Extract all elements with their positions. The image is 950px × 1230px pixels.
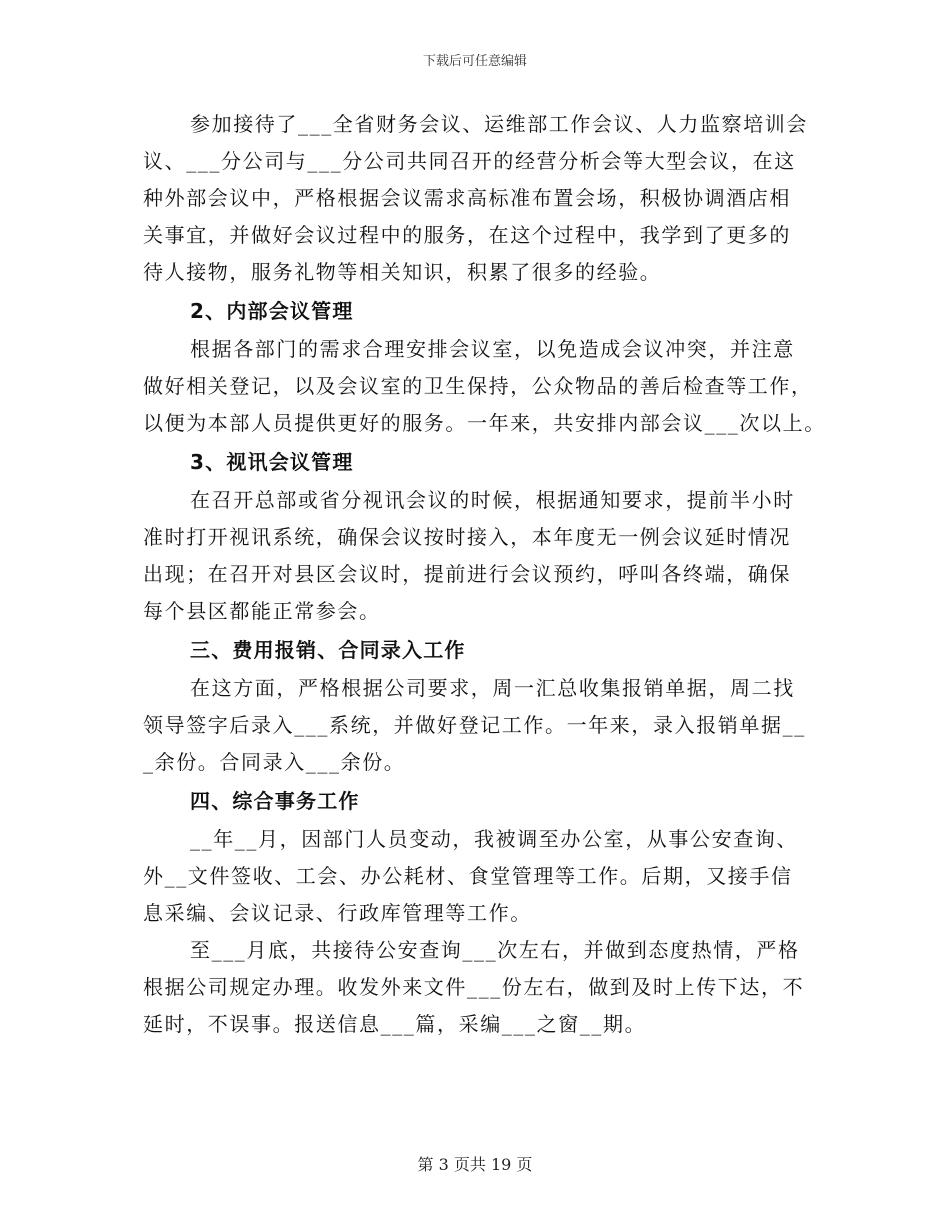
paragraph-line: __年__月，因部门人员变动，我被调至办公室，从事公安查询、 <box>190 827 798 851</box>
page-header: 下载后可任意编辑 <box>422 54 527 69</box>
paragraph-line: 准时打开视讯系统，确保会议按时接入，本年度无一例会议延时情况 <box>143 525 791 549</box>
paragraph-line: 参加接待了___全省财务会议、运维部工作会议、人力监察培训会 <box>190 112 808 136</box>
page-footer: 第 3 页共 19 页 <box>417 1155 533 1174</box>
paragraph-line: 至___月底，共接待公安查询___次左右，并做到态度热情，严格 <box>190 938 800 962</box>
paragraph-line: 息采编、会议记录、行政库管理等工作。 <box>143 901 532 925</box>
paragraph-line: 根据各部门的需求合理安排会议室，以免造成会议冲突，并注意 <box>190 337 795 361</box>
paragraph-line: 外__文件签收、工会、办公耗材、食堂管理等工作。后期，又接手信 <box>143 864 793 888</box>
paragraph-line: 领导签字后录入___系统，并做好登记工作。一年来，录入报销单据__ <box>143 713 806 737</box>
paragraph-line: 在这方面，严格根据公司要求，周一汇总收集报销单据，周二找 <box>190 676 795 700</box>
paragraph-line: 每个县区都能正常参会。 <box>143 599 381 623</box>
section-heading: 四、综合事务工作 <box>190 789 360 813</box>
paragraph-line: 以便为本部人员提供更好的服务。一年来，共安排内部会议___次以上。 <box>143 411 826 435</box>
paragraph-line: 根据公司规定办理。收发外来文件___份左右，做到及时上传下达，不 <box>143 975 805 999</box>
section-heading: 三、费用报销、合同录入工作 <box>190 638 466 662</box>
section-heading: 2、内部会议管理 <box>190 299 354 323</box>
paragraph-line: 议、___分公司与___分公司共同召开的经营分析会等大型会议，在这 <box>143 149 796 173</box>
paragraph-line: 种外部会议中，严格根据会议需求高标准布置会场，积极协调酒店相 <box>143 186 791 210</box>
paragraph-line: 在召开总部或省分视讯会议的时候，根据通知要求，提前半小时 <box>190 488 795 512</box>
paragraph-line: _余份。合同录入___余份。 <box>143 750 406 774</box>
section-heading: 3、视讯会议管理 <box>190 450 354 474</box>
paragraph-line: 关事宜，并做好会议过程中的服务，在这个过程中，我学到了更多的 <box>143 223 791 247</box>
paragraph-line: 做好相关登记，以及会议室的卫生保持，公众物品的善后检查等工作， <box>143 374 813 398</box>
paragraph-line: 延时，不误事。报送信息___篇，采编___之窗__期。 <box>143 1012 647 1036</box>
paragraph-line: 出现；在召开对县区会议时，提前进行会议预约，呼叫各终端，确保 <box>143 562 791 586</box>
paragraph-line: 待人接物，服务礼物等相关知识，积累了很多的经验。 <box>143 260 662 284</box>
